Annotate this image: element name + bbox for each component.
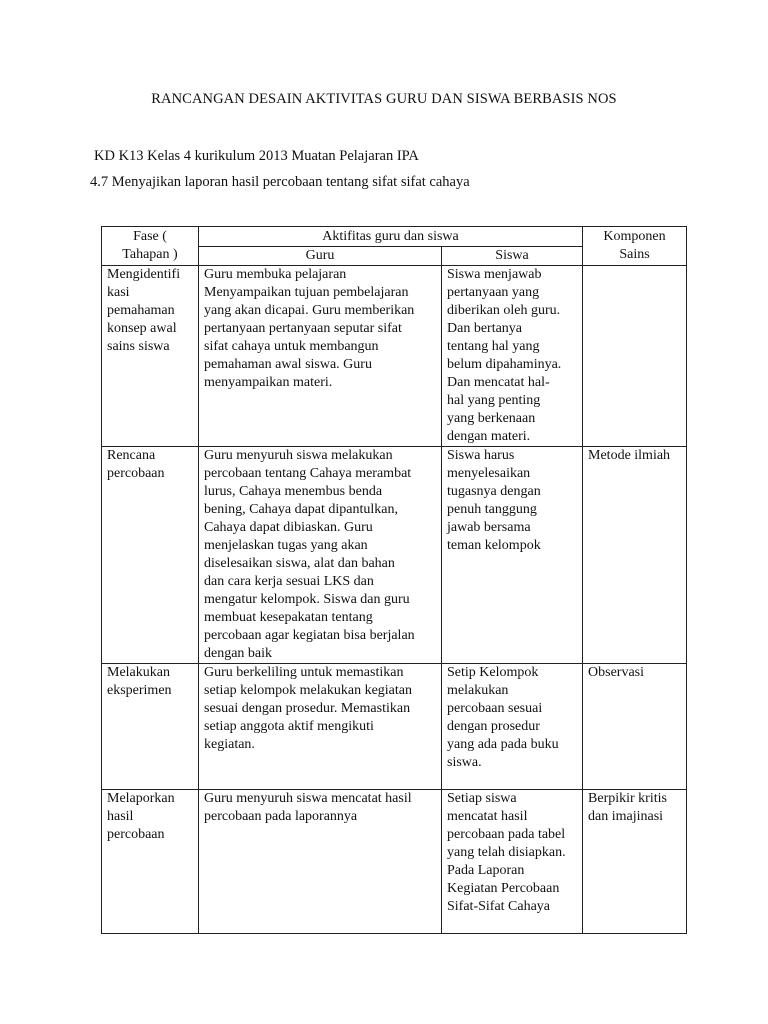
student-cell: Setip Kelompok melakukan percobaan sesuai dengan prosedur yang ada pada buku siswa. <box>442 664 583 790</box>
activity-table <box>101 226 687 934</box>
component-cell: Berpikir kritis dan imajinasi <box>583 790 687 934</box>
teacher-cell: Guru membuka pelajaran Menyampaikan tujuan pembelajaran yang akan dicapai. Guru memberikan pertanyaan pertanyaan seputar sifat sifat cahaya untuk membangun pemahaman awal siswa. Guru menyampaikan materi. <box>199 266 442 447</box>
header-student: Siswa <box>442 247 583 266</box>
table-row <box>102 790 687 934</box>
header-component: Komponen Sains <box>583 227 687 266</box>
student-cell: Siswa harus menyelesaikan tugasnya dengan penuh tanggung jawab bersama teman kelompok <box>442 447 583 664</box>
teacher-cell: Guru menyuruh siswa mencatat hasil percobaan pada laporannya <box>199 790 442 934</box>
phase-cell: Melaporkan hasil percobaan <box>102 790 199 934</box>
objective-line: 4.7 Menyajikan laporan hasil percobaan tentang sifat sifat cahaya <box>90 174 470 190</box>
kd-line: KD K13 Kelas 4 kurikulum 2013 Muatan Pelajaran IPA <box>94 148 419 164</box>
component-cell: Metode ilmiah <box>583 447 687 664</box>
header-teacher: Guru <box>199 247 442 266</box>
component-cell: Observasi <box>583 664 687 790</box>
header-phase: Fase ( Tahapan ) <box>102 227 199 266</box>
teacher-cell: Guru berkeliling untuk memastikan setiap kelompok melakukan kegiatan sesuai dengan prosedur. Memastikan setiap anggota aktif mengikuti kegiatan. <box>199 664 442 790</box>
teacher-cell: Guru menyuruh siswa melakukan percobaan tentang Cahaya merambat lurus, Cahaya menembus benda bening, Cahaya dapat dipantulkan, Cahaya dapat dibiaskan. Guru menjelaskan tugas yang akan diselesaikan siswa, alat dan bahan dan cara kerja sesuai LKS dan mengatur kelompok. Siswa dan guru membuat kesepakatan tentang percobaan agar kegiatan bisa berjalan dengan baik <box>199 447 442 664</box>
student-cell: Siswa menjawab pertanyaan yang diberikan oleh guru. Dan bertanya tentang hal yang belum dipahaminya. Dan mencatat hal- hal yang penting yang berkenaan dengan materi. <box>442 266 583 447</box>
header-activities: Aktifitas guru dan siswa <box>199 227 583 247</box>
phase-cell: Mengidentifi kasi pemahaman konsep awal sains siswa <box>102 266 199 447</box>
phase-cell: Rencana percobaan <box>102 447 199 664</box>
table-row <box>102 447 687 664</box>
table-row <box>102 266 687 447</box>
component-cell <box>583 266 687 447</box>
phase-cell: Melakukan eksperimen <box>102 664 199 790</box>
table-row <box>102 664 687 790</box>
document-title: RANCANGAN DESAIN AKTIVITAS GURU DAN SISWA BERBASIS NOS <box>151 91 617 107</box>
table-header-row <box>102 227 687 247</box>
student-cell: Setiap siswa mencatat hasil percobaan pada tabel yang telah disiapkan. Pada Laporan Kegiatan Percobaan Sifat-Sifat Cahaya <box>442 790 583 934</box>
